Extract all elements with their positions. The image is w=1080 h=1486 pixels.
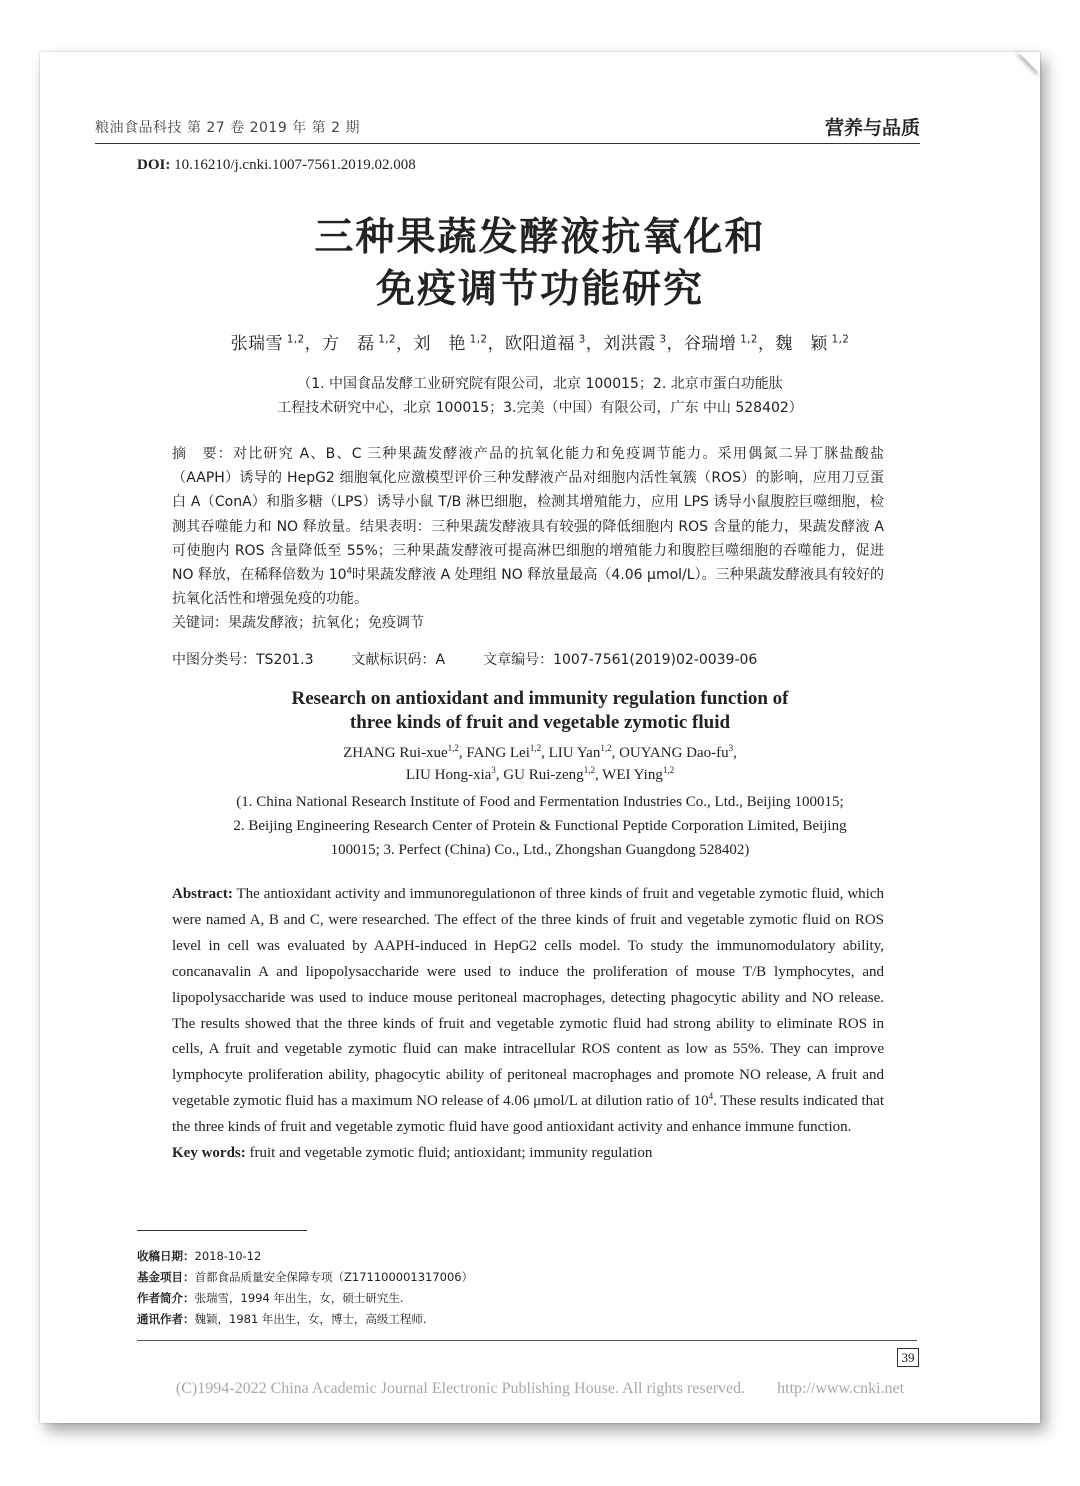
author-en: LIU Hong-xia [405,767,492,783]
author-en-affiliation: 3 [491,765,496,775]
footnote-label: 通讯作者： [137,1312,195,1326]
author-cn-affiliation: 1,2 [466,334,488,346]
bottom-divider [137,1340,917,1341]
section-name: 营养与品质 [824,117,920,139]
author-en: ZHANG Rui-xue [343,745,448,761]
abstract-cn-text: 对比研究 A、B、C 三种果蔬发酵液产品的抗氧化能力和免疫调节能力。采用偶氮二异丁脒盐酸盐（AAPH）诱导的 HepG2 细胞氧化应激模型评价三种发酵液产品对细胞内活性氧簇（ROS）的影响，应用刀豆蛋白 A（ConA）和脂多糖（LPS）诱导小鼠 T/B 淋巴细胞，检测其增殖能力，应用 LPS 诱导小鼠腹腔巨噬细胞，检测其吞噬能力和 NO 释放量。结果表明：三种果蔬发酵液具有较强的降低细胞内 ROS 含量的能力，果蔬发酵液 A 可使胞内 ROS 含量降低至 55%；三种果蔬发酵液可提高淋巴细胞的增殖能力和腹腔巨噬细胞的吞噬能力，促进 NO 释放，在稀释倍数为 [172,446,885,584]
authors-en-line-1: ZHANG Rui-xue$^{1,2}$, FANG Lei$^{1,2}$, LIU Yan$^{1,2}$, OUYANG Dao-$fu^3$, [343,743,737,761]
footnote-label: 基金项目： [137,1270,195,1284]
doi [137,157,416,174]
affiliation-en-line-2: 2. Beijing Engineering Research Center of Protein & Functional Peptide Corporation Limited, Beijing [233,818,847,834]
keywords-en-text: fruit and vegetable zymotic fluid; antioxidant; immunity regulation [245,1145,653,1162]
doi-value: 10.16210/j.cnki.1007-7561.2019.02.008 [174,157,416,173]
abstract-cn-exp-power: 4 [346,565,352,576]
author-cn: 谷瑞增 [683,334,737,354]
author-en: GU Rui-zeng [503,767,584,783]
footnote-label: 收稿日期： [137,1249,195,1263]
abstract-en-label: Abstract: [172,886,233,902]
keywords-cn-label: 关键词： [172,615,228,632]
abstract-cn-label: 摘 要： [172,446,233,462]
copyright-watermark: (C)1994-2022 China Academic Journal Electronic Publishing House. All rights reserved. http://www.cnki.net [175,1380,905,1397]
footnote-divider [137,1230,307,1231]
title-en-line-1: Research on antioxidant and immunity regulation function of [291,688,789,709]
author-cn-affiliation: 1,2 [827,334,850,346]
footnote-corresponding [137,1309,473,1330]
footnote-received [137,1246,473,1267]
footnote-label: 作者简介： [137,1291,195,1305]
page-curl [1018,52,1040,74]
affiliation-en-line-3: 100015; 3. Perfect (China) Co., Ltd., Zhongshan Guangdong 528402) [330,842,750,858]
footnote-text: 张瑞雪，1994 年出生，女，硕士研究生. [194,1291,404,1305]
author-cn-affiliation: 1,2 [736,334,758,346]
affiliation-en-line-1: (1. China National Research Institute of Food and Fermentation Industries Co., Ltd., Beijing 100015; [236,794,844,810]
author-cn-affiliation: 1,2 [374,334,397,346]
author-en: FANG Lei [466,745,530,761]
footnote-text: 魏颖，1981 年出生，女，博士，高级工程师. [194,1312,427,1326]
author-cn: 魏 颖 [775,334,828,354]
footnote-text: 2018-10-12 [194,1249,262,1263]
page-number: 39 [897,1348,919,1367]
affiliation-cn-line-1: （1. 中国食品发酵工业研究院有限公司，北京 100015；2. 北京市蛋白功能肽 [297,376,783,392]
author-en-affiliation: 1,2 [529,743,542,753]
author-en-affiliation: 1,2 [447,743,459,753]
title-cn-line-2: 免疫调节功能研究 [375,266,704,312]
author-en-affiliation: 1,2 [583,765,595,775]
clc-number: 中图分类号：TS201.3 [172,652,314,668]
abstract-en [172,882,884,1167]
footnotes [137,1246,473,1330]
classification-line [172,649,795,669]
author-cn-affiliation: 3 [574,334,586,346]
author-en-affiliation: 1,2 [600,743,612,753]
footnote-funding [137,1267,473,1288]
article-number: 文章编号：1007-7561(2019)02-0039-06 [483,652,758,668]
keywords-en-label: Key words: [172,1145,246,1162]
author-en: LIU Yan [548,745,601,761]
footnote-author-bio [137,1288,473,1309]
title-en-line-2: three kinds of fruit and vegetable zymotic fluid [349,712,731,733]
author-en-affiliation: 3 [728,743,734,753]
abstract-cn-body [172,442,884,611]
keywords-en [172,1141,884,1167]
affiliation-cn-line-2: 工程技术研究中心，北京 100015；3.完美（中国）有限公司，广东 中山 528402） [277,400,803,416]
keywords-cn-text: 果蔬发酵液；抗氧化；免疫调节 [228,615,424,632]
author-cn: 张瑞雪 [230,334,284,354]
abstract-cn-exp-base: 10 [328,567,347,584]
footnote-text: 首都食品质量安全保障专项（Z171100001317006） [194,1270,474,1284]
author-cn: 欧阳道福 [504,334,575,354]
abstract-en-text: The antioxidant activity and immunoregulationon of three kinds of fruit and vegetable zymotic fluid, which were named A, B and C, were researched. The effect of the three kinds of fruit and vegetable zymotic fluid on ROS level in cell was evaluated by AAPH-induced in HepG2 cells model. To study the immunomodulatory ability, concanavalin A and lipopolysaccharide were used to induce the proliferation of mouse T/B lymphocytes, and lipopolysaccharide was used to induce mouse peritoneal macrophages, detecting phagocytic ability and NO release. The results showed that the three kinds of fruit and vegetable zymotic fluid had strong ability to eliminate ROS in cells, A fruit and vegetable zymotic fluid can make intracellular ROS content as low as 55%. They can improve lymphocyte proliferation ability, phagocytic ability of peritoneal macrophages and promote NO release, A fruit and vegetable zymotic fluid has a maximum NO release of 4.06 μmol/L at dilution ratio of [172,886,884,1110]
abstract-en-body [172,882,884,1141]
author-cn-affiliation: 3 [655,334,667,346]
author-en: WEI Ying [602,767,663,783]
journal-info: 粮油食品科技 第 27 卷 2019 年 第 2 期 [95,120,360,136]
document-code: 文献标识码：A [351,652,446,668]
authors-en-line-2: LIU Hong-xia$^3$, GU Rui-zeng$^{1,2}$, WEI Ying$^{1,2}$ [405,765,675,783]
author-en-affiliation: 1,2 [662,765,675,775]
author-cn-affiliation: 1,2 [283,334,305,346]
keywords-cn [172,611,884,635]
abstract-en-exp-base: 10 [693,1093,709,1110]
author-en: OUYANG Dao-fu [619,745,729,761]
author-cn: 方 磊 [322,334,375,354]
running-header [95,113,920,144]
author-cn: 刘 艳 [413,334,467,354]
authors-cn: 张瑞雪 $^{1,2}$，方 磊 $^{1,2}$，刘 艳 $^{1,2}$，欧阳道福 $^3$，刘洪霞 $^3$，谷瑞增 $^{1,2}$，魏 颖 $^{1,2}$ [230,334,850,354]
abstract-en-exp-power: 4 [708,1091,714,1102]
abstract-cn-text-after: 时果蔬发酵液 A 处理组 NO 释放量最高（4.06 μmol/L）。三种果蔬发酵液具有较好的抗氧化活性和增强免疫的功能。 [172,567,884,608]
author-cn: 刘洪霞 [603,334,656,354]
abstract-cn [172,442,884,636]
abstract-en-text-after: . These results indicated that the three kinds of fruit and vegetable zymotic fluid have good antioxidant activity and enhance immune function. [172,1093,884,1136]
title-cn-line-1: 三种果蔬发酵液抗氧化和 [314,214,766,260]
doi-label: DOI: [137,157,171,173]
